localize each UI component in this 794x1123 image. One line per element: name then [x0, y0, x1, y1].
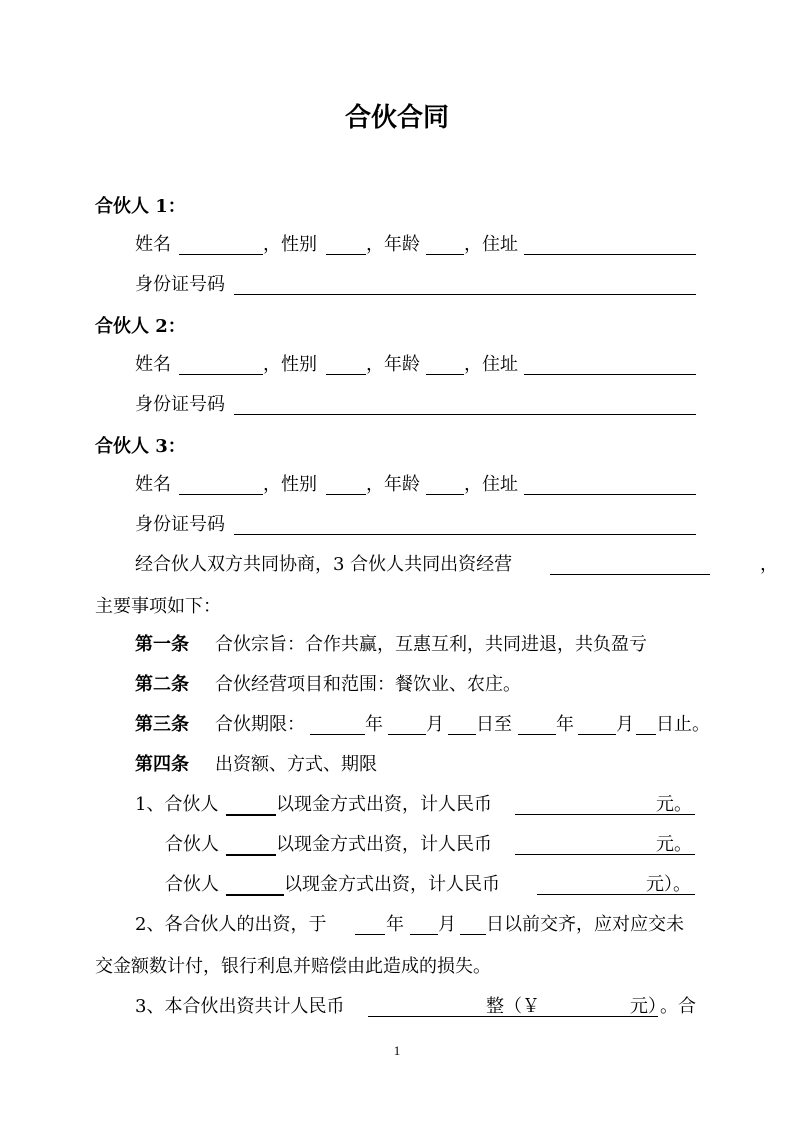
contribution-2-text: 以现金方式出资，计人民币 — [276, 834, 492, 855]
clause-3-yuan: 元） — [630, 996, 666, 1017]
start-year-blank — [310, 734, 365, 735]
partner-3-id-blank — [234, 534, 696, 535]
partner-1-id-label: 身份证号码 — [135, 274, 225, 295]
article-1-label: 第一条 — [135, 634, 189, 655]
clause-2-month-blank — [410, 934, 438, 935]
partner-3-name-blank — [179, 494, 263, 495]
start-month-label: 月 — [426, 714, 444, 735]
start-day-blank — [448, 734, 476, 735]
clause-3-end: 。合 — [660, 996, 696, 1017]
intro-line-2: 主要事项如下： — [95, 596, 221, 617]
end-year-blank — [518, 734, 556, 735]
partner-3-heading: 合伙人 3： — [95, 436, 186, 457]
partner-2-age-blank — [426, 374, 464, 375]
contribution-3-unit: 元）。 — [646, 874, 691, 895]
clause-3-prefix: 3、本合伙出资共计人民币 — [135, 996, 345, 1017]
partner-2-id-blank — [234, 414, 696, 415]
start-day-to-label: 日至 — [476, 714, 512, 735]
partner-2-gender-label: ，性别 — [263, 354, 317, 375]
partner-3-address-blank — [524, 494, 696, 495]
start-month-blank — [388, 734, 426, 735]
clause-2-year-blank — [355, 934, 385, 935]
clause-2-prefix: 2、各合伙人的出资，于 — [135, 914, 327, 935]
partner-2-address-blank — [524, 374, 696, 375]
business-blank — [550, 574, 710, 575]
end-day-blank — [636, 734, 656, 735]
contribution-3-prefix: 合伙人 — [165, 874, 219, 895]
partner-2-id-label: 身份证号码 — [135, 394, 225, 415]
contribution-2-prefix: 合伙人 — [165, 834, 219, 855]
page-number: 1 — [393, 1043, 401, 1058]
partner-1-address-label: ，住址 — [464, 234, 518, 255]
contribution-2-partner-blank — [226, 854, 276, 856]
clause-2-suffix: 日以前交齐，应对应交未 — [486, 914, 684, 935]
partner-1-address-blank — [524, 254, 696, 255]
partner-1-heading: 合伙人 1： — [95, 196, 186, 217]
intro-line-1: 经合伙人双方共同协商，3 合伙人共同出资经营 — [135, 554, 513, 575]
document-title: 合伙合同 — [344, 103, 449, 133]
article-3-label: 第三条 — [135, 714, 189, 735]
partner-1-id-blank — [234, 294, 696, 295]
article-4-label: 第四条 — [135, 754, 189, 775]
intro-comma: ， — [760, 554, 778, 575]
partner-1-age-blank — [426, 254, 464, 255]
clause-2-year-label: 年 — [386, 914, 404, 935]
end-day-label: 日止。 — [656, 714, 710, 735]
partner-3-gender-blank — [326, 494, 366, 495]
partner-3-id-label: 身份证号码 — [135, 514, 225, 535]
contribution-3-text: 以现金方式出资，计人民币 — [284, 874, 500, 895]
partner-2-name-blank — [179, 374, 263, 375]
contribution-1-prefix: 1、合伙人 — [135, 794, 219, 815]
partner-1-gender-label: ，性别 — [263, 234, 317, 255]
end-month-blank — [578, 734, 616, 735]
article-4-text: 出资额、方式、期限 — [215, 754, 377, 775]
contribution-1-text: 以现金方式出资，计人民币 — [276, 794, 492, 815]
end-year-label: 年 — [556, 714, 574, 735]
partner-3-gender-label: ，性别 — [263, 474, 317, 495]
clause-2-month-label: 月 — [438, 914, 456, 935]
clause-2-line-2: 交金额数计付，银行利息并赔偿由此造成的损失。 — [95, 956, 491, 977]
partner-1-name-label: 姓名 — [135, 234, 171, 255]
partner-3-age-label: ，年龄 — [366, 474, 420, 495]
partner-2-address-label: ，住址 — [464, 354, 518, 375]
partner-3-address-label: ，住址 — [464, 474, 518, 495]
partner-2-gender-blank — [326, 374, 366, 375]
partner-3-name-label: 姓名 — [135, 474, 171, 495]
partner-3-age-blank — [426, 494, 464, 495]
article-1-text: 合伙宗旨：合作共赢，互惠互利，共同进退，共负盈亏 — [215, 634, 647, 655]
article-3-text: 合伙期限： — [215, 714, 305, 735]
partner-1-name-blank — [179, 254, 263, 255]
article-2-text: 合伙经营项目和范围：餐饮业、农庄。 — [215, 674, 521, 695]
contribution-1-unit: 元。 — [656, 794, 692, 815]
partner-1-gender-blank — [326, 254, 366, 255]
contribution-2-unit: 元。 — [656, 834, 692, 855]
contribution-1-partner-blank — [226, 814, 276, 816]
article-2-label: 第二条 — [135, 674, 189, 695]
end-month-label: 月 — [616, 714, 634, 735]
clause-3-zheng: 整（￥ — [486, 996, 540, 1017]
partner-2-heading: 合伙人 2： — [95, 316, 186, 337]
partner-2-name-label: 姓名 — [135, 354, 171, 375]
partner-2-age-label: ，年龄 — [366, 354, 420, 375]
contribution-3-partner-blank — [226, 894, 284, 896]
start-year-label: 年 — [365, 714, 383, 735]
clause-2-day-blank — [460, 934, 486, 935]
partner-1-age-label: ，年龄 — [366, 234, 420, 255]
